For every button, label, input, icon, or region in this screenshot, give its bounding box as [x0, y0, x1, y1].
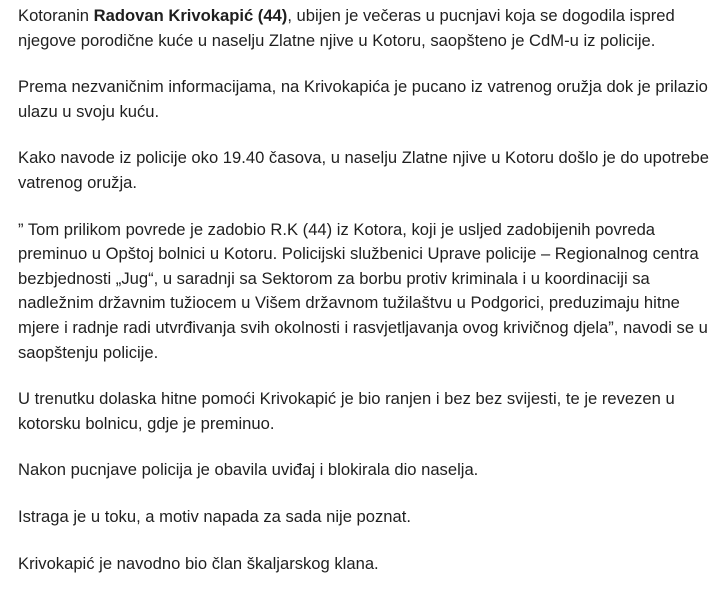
paragraph-police-time: Kako navode iz policije oko 19.40 časova, u naselju Zlatne njive u Kotoru došlo je do upotrebe vatrenog oružja. [18, 148, 709, 192]
paragraph-ambulance: U trenutku dolaska hitne pomoći Krivokapić je bio ranjen i bez bez svijesti, te je revezen u kotorsku bolnicu, gdje je preminuo. [18, 389, 675, 433]
paragraph-unofficial-info: Prema nezvaničnim informacijama, na Krivokapića je pucano iz vatrenog oružja dok je prilazio ulazu u svoju kuću. [18, 77, 708, 121]
victim-name: Radovan Krivokapić (44) [93, 6, 288, 25]
paragraph-clan: Krivokapić je navodno bio član škaljarskog klana. [18, 553, 379, 573]
paragraph-intro [18, 4, 716, 53]
paragraph-motive: Istraga je u toku, a motiv napada za sada nije poznat. [18, 506, 411, 526]
paragraph-investigation-scene: Nakon pucnjave policija je obavila uviđaj i blokirala dio naselja. [18, 460, 479, 480]
intro-lead-text: Kotoranin [18, 6, 94, 25]
paragraph-police-quote: ” Tom prilikom povrede je zadobio R.K (44) iz Kotora, koji je usljed zadobijenih povreda preminuo u Opštoj bolnici u Kotoru. Policijski službenici Uprave policije – Regionalnog centra bezbjednosti „Jug“, u saradnji sa Sektorom za borbu protiv kriminala i u koordinaciji sa nadležnim državnim tužiocem u Višem državnom tužilaštvu u Podgorici, preduzimaju hitne mjere i radnje radi utvrđivanja svih okolnosti i rasvjetljavanja ovog krivičnog djela”, navodi se u saopštenju policije. [18, 219, 708, 362]
intro-rest-text: , ubijen je večeras u pucnjavi koja se dogodila ispred njegove porodične kuće u naselju Zlatne njive u Kotoru, saopšteno je CdM-u iz policije. [18, 6, 675, 50]
